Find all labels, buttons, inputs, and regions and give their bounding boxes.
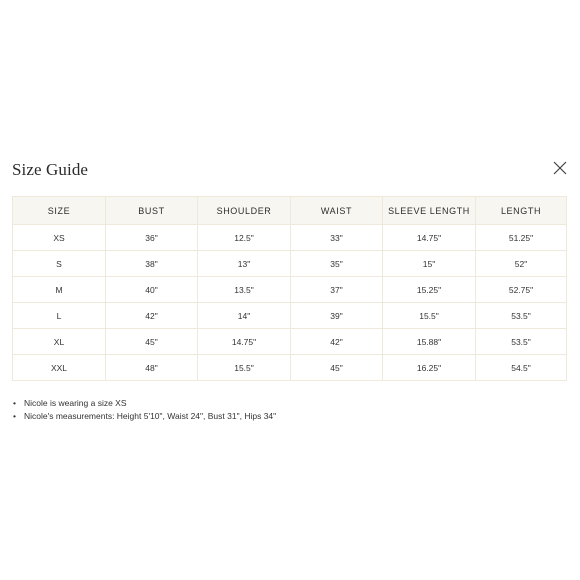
cell-sleeve-length: 15.25" [383,277,476,303]
table-row [13,329,567,355]
header-bust: BUST [106,197,198,225]
cell-shoulder: 14" [198,303,291,329]
table-row [13,355,567,381]
modal-title: Size Guide [12,160,89,179]
cell-shoulder: 14.75" [198,329,291,355]
close-icon[interactable] [553,161,567,175]
cell-length: 52" [476,251,567,277]
cell-shoulder: 15.5" [198,355,291,381]
header-waist: WAIST [291,197,383,225]
table-header-row [13,197,567,225]
size-table [12,196,567,381]
cell-length: 53.5" [476,303,567,329]
table-row [13,251,567,277]
cell-sleeve-length: 15.88" [383,329,476,355]
header-shoulder: SHOULDER [198,197,291,225]
bullet-icon: • [13,398,16,408]
cell-bust: 38" [106,251,198,277]
note-text: Nicole is wearing a size XS [24,398,127,408]
cell-waist: 33" [291,225,383,251]
note-text: Nicole's measurements: Height 5'10", Waist 24", Bust 31", Hips 34" [24,411,277,421]
cell-size: L [13,303,106,329]
cell-size: M [13,277,106,303]
table-row [13,225,567,251]
cell-waist: 42" [291,329,383,355]
table-row [13,277,567,303]
cell-size: XXL [13,355,106,381]
cell-bust: 48" [106,355,198,381]
cell-sleeve-length: 16.25" [383,355,476,381]
cell-waist: 39" [291,303,383,329]
cell-shoulder: 13" [198,251,291,277]
cell-size: S [13,251,106,277]
cell-waist: 35" [291,251,383,277]
model-notes [12,397,276,423]
cell-waist: 45" [291,355,383,381]
header-sleeve-length: SLEEVE LENGTH [383,197,476,225]
cell-size: XL [13,329,106,355]
cell-sleeve-length: 15" [383,251,476,277]
list-item [12,410,276,423]
cell-sleeve-length: 14.75" [383,225,476,251]
cell-length: 53.5" [476,329,567,355]
cell-bust: 42" [106,303,198,329]
cell-length: 54.5" [476,355,567,381]
cell-sleeve-length: 15.5" [383,303,476,329]
cell-bust: 36" [106,225,198,251]
cell-waist: 37" [291,277,383,303]
cell-size: XS [13,225,106,251]
list-item [12,397,276,410]
bullet-icon: • [13,411,16,421]
cell-bust: 45" [106,329,198,355]
header-size: SIZE [13,197,106,225]
cell-length: 52.75" [476,277,567,303]
table-row [13,303,567,329]
header-length: LENGTH [476,197,567,225]
cell-length: 51.25" [476,225,567,251]
cell-bust: 40" [106,277,198,303]
cell-shoulder: 13.5" [198,277,291,303]
cell-shoulder: 12.5" [198,225,291,251]
close-button[interactable] [553,161,567,175]
